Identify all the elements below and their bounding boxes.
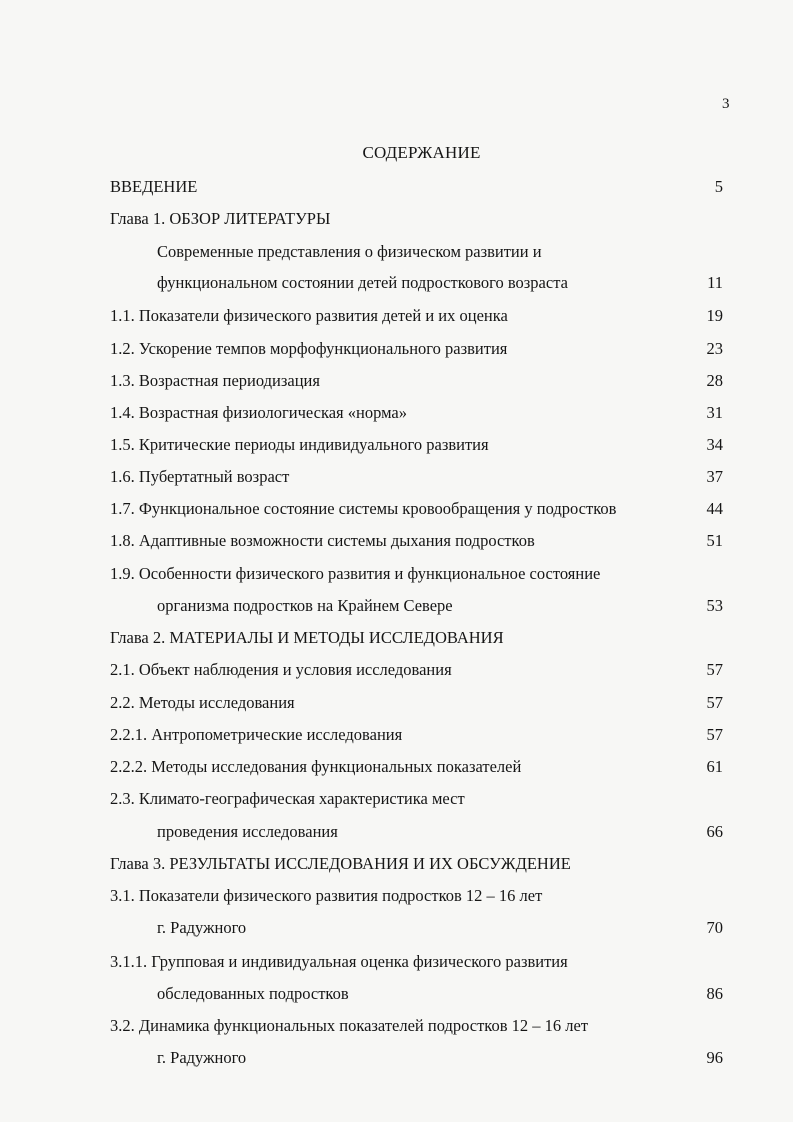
toc-page-number: 86 [706, 984, 723, 1003]
toc-page-number: 19 [706, 306, 723, 325]
page-number: 3 [722, 96, 730, 112]
toc-entry: 1.2. Ускорение темпов морфофункционального развития [110, 339, 508, 358]
toc-entry: 1.4. Возрастная физиологическая «норма» [110, 403, 407, 422]
toc-entry: ВВЕДЕНИЕ [110, 177, 198, 196]
toc-entry: 1.6. Пубертатный возраст [110, 467, 290, 486]
toc-page-number: 53 [706, 596, 723, 615]
toc-page-number: 11 [707, 273, 723, 292]
toc-entry: 2.2.2. Методы исследования функциональных показателей [110, 757, 522, 776]
toc-entry: 2.2. Методы исследования [110, 693, 295, 712]
toc-entry: 2.1. Объект наблюдения и условия исследования [110, 660, 452, 679]
toc-page-number: 51 [706, 531, 723, 550]
toc-page-number: 23 [706, 339, 723, 358]
toc-entry: 1.3. Возрастная периодизация [110, 371, 320, 390]
toc-entry: 1.9. Особенности физического развития и функциональное состояние [110, 564, 601, 583]
toc-page-number: 28 [706, 371, 723, 390]
toc-entry: обследованных подростков [157, 984, 349, 1003]
toc-page-number: 44 [706, 499, 723, 518]
toc-page-number: 31 [706, 403, 723, 422]
toc-page-number: 37 [706, 467, 723, 486]
toc-page-number: 5 [714, 177, 723, 196]
toc-entry: 1.7. Функциональное состояние системы кровообращения у подростков [110, 499, 617, 518]
toc-page-number: 61 [706, 757, 723, 776]
toc-page-number: 96 [706, 1048, 723, 1067]
toc-entry: Современные представления о физическом развитии и [157, 242, 542, 261]
toc-entry: проведения исследования [157, 822, 338, 841]
toc-entry: 3.1.1. Групповая и индивидуальная оценка физического развития [110, 952, 568, 971]
toc-entry: организма подростков на Крайнем Севере [157, 596, 453, 615]
toc-entry: 3.2. Динамика функциональных показателей подростков 12 – 16 лет [110, 1016, 589, 1035]
toc-page-number: 66 [706, 822, 723, 841]
toc-entry: функциональном состоянии детей подросткового возраста [157, 273, 568, 292]
toc-entry: Глава 3. РЕЗУЛЬТАТЫ ИССЛЕДОВАНИЯ И ИХ ОБСУЖДЕНИЕ [110, 854, 571, 873]
toc-entry: 1.5. Критические периоды индивидуального развития [110, 435, 489, 454]
toc-entry: г. Радужного [157, 918, 247, 937]
toc-entry: Глава 2. МАТЕРИАЛЫ И МЕТОДЫ ИССЛЕДОВАНИЯ [110, 628, 504, 647]
toc-page-number: 34 [706, 435, 723, 454]
toc-entry: 1.8. Адаптивные возможности системы дыхания подростков [110, 531, 535, 550]
toc-page-number: 70 [706, 918, 723, 937]
toc-entry: г. Радужного [157, 1048, 247, 1067]
toc-entry: 2.2.1. Антропометрические исследования [110, 725, 403, 744]
toc-entry: 3.1. Показатели физического развития подростков 12 – 16 лет [110, 886, 543, 905]
toc-page-number: 57 [706, 693, 723, 712]
toc-entry: 1.1. Показатели физического развития детей и их оценка [110, 306, 508, 325]
toc-entry: 2.3. Климато-географическая характеристика мест [110, 789, 465, 808]
toc-page-number: 57 [706, 725, 723, 744]
toc-entry: Глава 1. ОБЗОР ЛИТЕРАТУРЫ [110, 209, 331, 228]
toc-page-number: 57 [706, 660, 723, 679]
page-title: СОДЕРЖАНИЕ [362, 143, 481, 162]
